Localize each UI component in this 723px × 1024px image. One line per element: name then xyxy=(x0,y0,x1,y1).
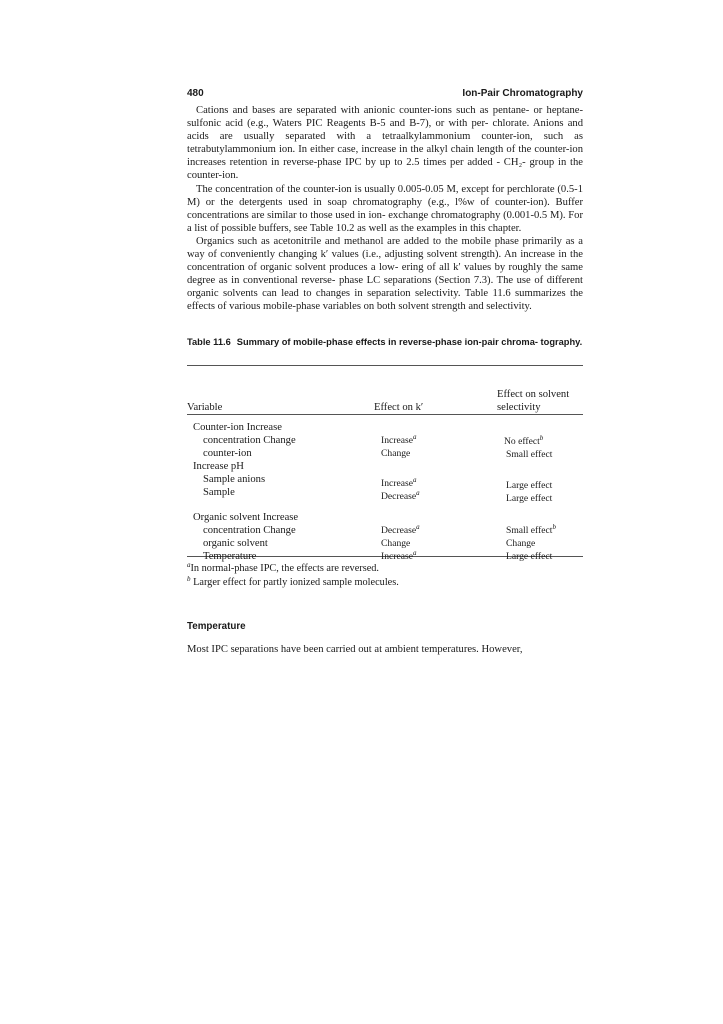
header-effect-selectivity-2: selectivity xyxy=(497,402,541,413)
table-title: Summary of mobile-phase effects in reverse-phase ion-pair chroma- tography. xyxy=(236,336,583,347)
effect-k-cell: Increase$^a$ xyxy=(381,549,417,562)
page-header xyxy=(187,88,583,104)
table-caption xyxy=(187,336,583,349)
variable-line: Counter-ion Increase xyxy=(193,422,282,433)
effect-k-cell: Decrease$^a$ xyxy=(381,523,420,536)
variable-line: Organic solvent Increase xyxy=(193,512,299,523)
table xyxy=(187,365,583,562)
variable-line: concentration Change xyxy=(203,525,296,536)
effect-selectivity-cell: Small effect xyxy=(506,449,553,460)
variable-line: organic solvent xyxy=(203,538,268,549)
running-title: Ion-Pair Chromatography xyxy=(462,88,583,99)
variable-line: Temperature xyxy=(203,551,257,562)
paragraph: Organics such as acetonitrile and methanol are added to the mobile phase primarily as a way of conveniently changing k′ values (i.e., adjusting solvent strength). An increase in the concentration of organic solvent produces a low- ering of all k′ values by roughly the same degree as in conventional reverse- phase LC separations (Section 7.3). The use of different organic solvents can lead to changes in separation selectivity. Table 11.6 summarizes the effects of various mobile-phase variables on both solvent strength and selectivity. xyxy=(187,235,583,313)
footnote: $^a$In normal-phase IPC, the effects are reversed. xyxy=(187,561,380,574)
paragraph: The concentration of the counter-ion is usually 0.005-0.05 M, except for perchlorate (0.5-1 M) or the detergents used in soap chromatography (e.g., l%w of counter-ion). Buffer concentrations are similar to those used in ion- exchange chromatography (0.001-0.5 M). For a list of possible buffers, see Table 10.2 as well as the examples in this chapter. xyxy=(187,183,583,234)
effect-k-cell: Increase$^a$ xyxy=(381,433,417,446)
paragraph: Most IPC separations have been carried out at ambient temperatures. However, xyxy=(187,644,523,655)
effect-selectivity-cell: Large effect xyxy=(506,480,553,491)
variable-line: Increase pH xyxy=(193,461,244,472)
effect-selectivity-cell: Change xyxy=(506,538,536,549)
effect-selectivity-cell: Small effect$^b$ xyxy=(506,523,556,536)
effect-selectivity-cell: Large effect xyxy=(506,493,553,504)
table-label: Table 11.6 xyxy=(187,336,231,347)
page xyxy=(187,88,583,656)
paragraph: Cations and bases are separated with anionic counter-ions such as pentane- or heptane-sulfonic acid (e.g., Waters PIC Reagents B-5 and B-7), or with per- chlorate. Anions and acids are usually separated with a tetraalkylammonium counter-ion, such as tetrabutylammonium ion. In either case, increase in the alkyl chain length of the counter-ion increases retention in reverse-phase IPC by up to 2.5 times per added - CH₂- group in the counter-ion. xyxy=(187,105,583,182)
effect-k-cell: Change xyxy=(381,538,411,549)
page-number: 480 xyxy=(187,88,204,99)
header-effect-selectivity-1: Effect on solvent xyxy=(497,389,570,400)
effect-k-cell: Decrease$^a$ xyxy=(381,489,420,502)
section-heading: Temperature xyxy=(187,621,246,632)
header-effect-k: Effect on k′ xyxy=(374,402,424,413)
effect-selectivity-cell: No effect$^b$ xyxy=(504,434,544,447)
footnote: $^b$ Larger effect for partly ionized sample molecules. xyxy=(187,575,399,588)
table-footnotes xyxy=(187,562,583,590)
variable-line: Sample anions xyxy=(203,474,266,485)
variable-line: concentration Change xyxy=(203,435,296,446)
variable-line: counter-ion xyxy=(203,448,252,459)
variable-line: Sample xyxy=(203,487,235,498)
effect-k-cell: Change xyxy=(381,448,411,459)
effect-selectivity-cell: Large effect xyxy=(506,551,553,562)
header-variable: Variable xyxy=(187,402,223,413)
effect-k-cell: Increase$^a$ xyxy=(381,476,417,489)
